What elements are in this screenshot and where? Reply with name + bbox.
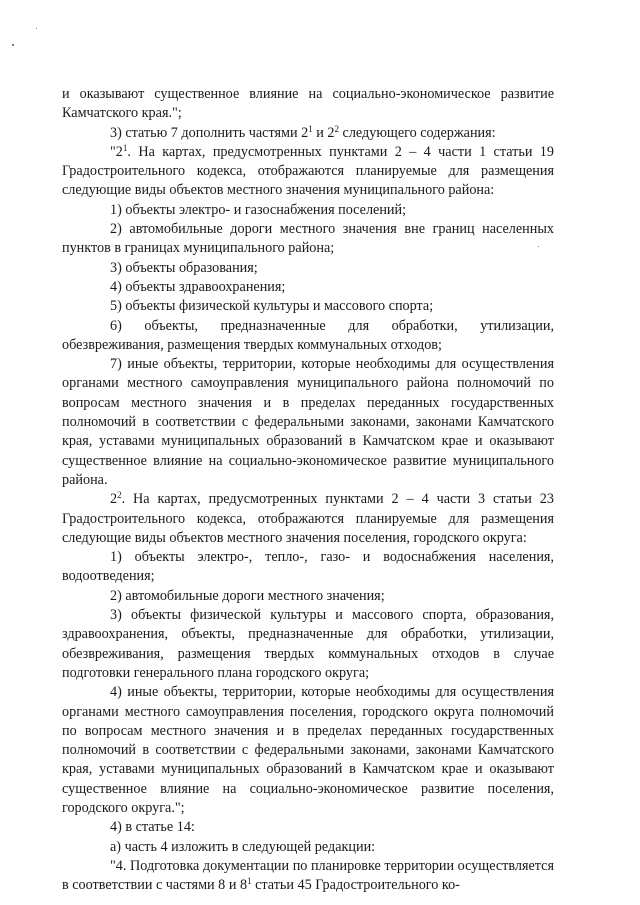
list-item: 6) объекты, предназначенные для обработки, утилизации, обезвреживания, размещения твердых коммунальных отходов; (62, 317, 554, 353)
list-item: 3) объекты физической культуры и массового спорта, образования, здравоохранения, объекты, предназначенные для обработки, утилизации, обезвреживания, размещения твердых коммунальных отходов в случае подготовки генерального плана городского округа; (62, 607, 554, 681)
list-item: 7) иные объекты, территории, которые необходимы для осуществления органами местного самоуправления муниципального района полномочий по вопросам местного значения и в пределах переданных государственных полномочий в соответствии с федеральными законами, законами Камчатского края, уставами муниципальных образований в Камчатском крае и оказывают существенное влияние на социально-экономическое развитие муниципального района. (62, 356, 554, 488)
paragraph: 4) в статье 14: (110, 819, 195, 836)
list-item: 4) объекты здравоохранения; (110, 278, 286, 295)
scan-speck (12, 44, 14, 46)
list-item: 2) автомобильные дороги местного значения; (110, 587, 385, 604)
list-item: 3) объекты образования; (110, 259, 258, 276)
list-item: 5) объекты физической культуры и массового спорта; (110, 298, 434, 315)
list-item: 2) автомобильные дороги местного значения вне границ населенных пунктов в границах муниципального района; (62, 221, 554, 257)
list-item: 4) иные объекты, территории, которые необходимы для осуществления органами местного самоуправления поселения, городского округа полномочий по вопросам местного значения и в пределах переданных государственных полномочий в соответствии с федеральными законами, законами Камчатского края, уставами муниципальных образований в Камчатском крае и оказывают существенное влияние на социально-экономическое развитие поселения, городского округа."; (62, 684, 554, 816)
paragraph: "$2^1$. На картах, предусмотренных пунктами 2 – 4 части 1 статьи 19 Градостроительного кодекса, отображаются планируемые для размещения следующие виды объектов местного значения муниципального района: (62, 142, 554, 199)
paragraph: "4. Подготовка документации по планировке территории осуществляется в соответствии с частями 8 и $8^1$ статьи 45 Градостроительного ко- (62, 857, 554, 894)
list-item: 1) объекты электро-, тепло-, газо- и водоснабжения населения, водоотведения; (62, 549, 554, 585)
document-page (62, 85, 554, 895)
paragraph: $2^2$. На картах, предусмотренных пунктами 2 – 4 части 3 статьи 23 Градостроительного кодекса, отображаются планируемые для размещения следующие виды объектов местного значения поселения, городского округа: (62, 490, 554, 546)
paragraph: 3) статью 7 дополнить частями $2^1$ и $2^2$ следующего содержания: (110, 123, 496, 141)
paragraph: и оказывают существенное влияние на социально-экономическое развитие Камчатского края."; (62, 86, 554, 122)
paragraph: а) часть 4 изложить в следующей редакции: (110, 838, 376, 855)
scan-speck (36, 28, 37, 29)
list-item: 1) объекты электро- и газоснабжения поселений; (110, 201, 407, 218)
